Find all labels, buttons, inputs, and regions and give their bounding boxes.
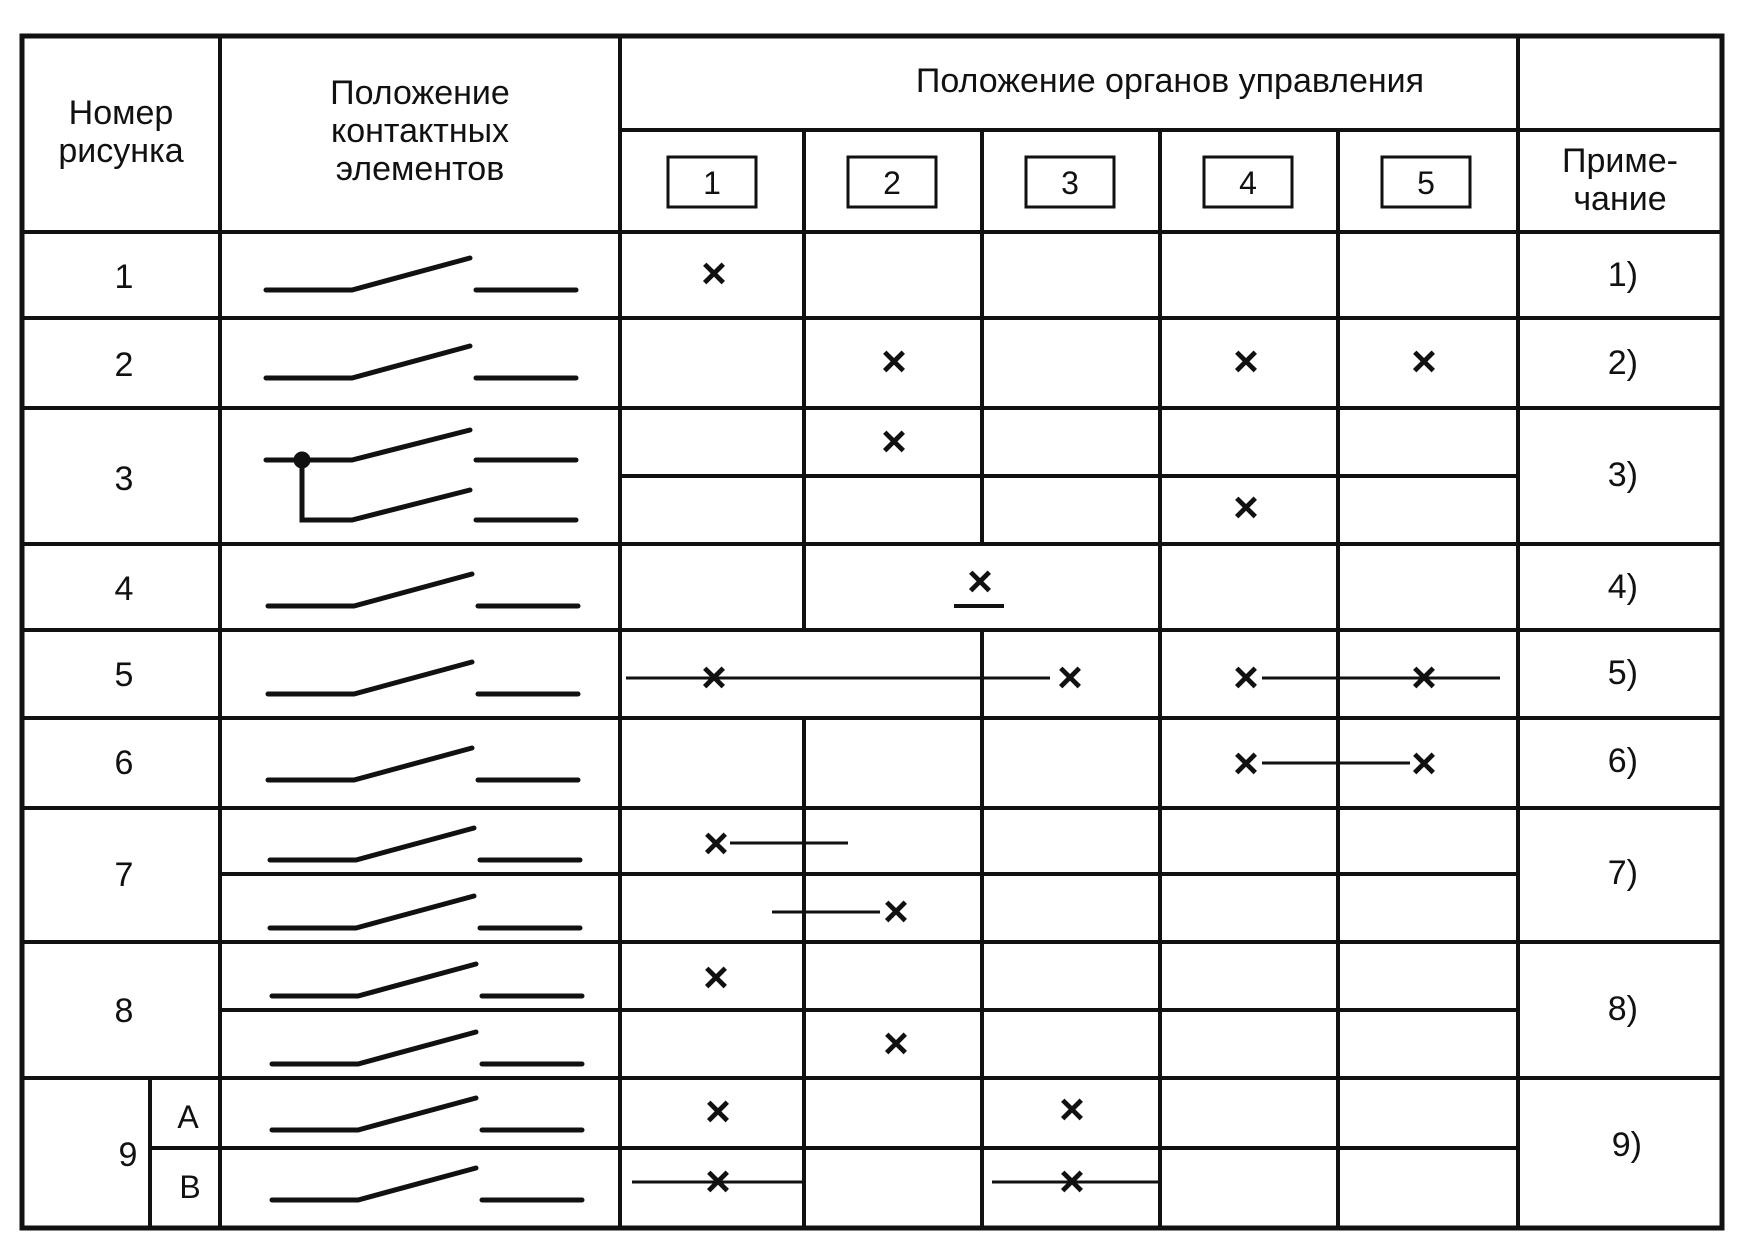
header-figure-number <box>58 94 183 170</box>
mark-r6-c5: × <box>1411 739 1437 788</box>
mark-r8a-c1: × <box>703 953 729 1002</box>
header-contact-position-line3: элементов <box>335 150 505 188</box>
mark-r8b-c2: × <box>883 1019 909 1068</box>
mark-r5-c3: × <box>1057 653 1083 702</box>
header-figure-number-line1: Номер <box>68 94 174 132</box>
row-9-subrow-a: A <box>177 1099 199 1135</box>
header-figure-number-line2: рисунка <box>58 132 184 170</box>
row-number-8: 8 <box>114 992 134 1030</box>
row-note-6: 6) <box>1607 742 1638 780</box>
row-number-6: 6 <box>114 744 134 782</box>
mark-r2-c5: × <box>1411 337 1437 386</box>
header-note-line2: чание <box>1573 180 1667 218</box>
control-label-2: 2 <box>883 165 901 201</box>
row-note-4: 4) <box>1607 568 1638 606</box>
row-number-5: 5 <box>114 656 134 694</box>
row-number-3: 3 <box>114 460 134 498</box>
mark-r6-c4: × <box>1233 739 1259 788</box>
mark-r3a-c2: × <box>881 417 907 466</box>
row-number-7: 7 <box>114 856 134 894</box>
row-note-9: 9) <box>1611 1126 1642 1164</box>
row-number-9: 9 <box>118 1136 138 1174</box>
mark-r5-c1: × <box>701 653 727 702</box>
mark-r5-c4: × <box>1233 653 1259 702</box>
control-label-4: 4 <box>1239 165 1257 201</box>
row-note-1: 1) <box>1607 256 1638 294</box>
mark-r7b-c2: × <box>883 887 909 936</box>
header-contact-position <box>330 74 510 188</box>
row-note-3: 3) <box>1607 456 1638 494</box>
mark-r5-c5: × <box>1411 653 1437 702</box>
mark-r2-c2: × <box>881 337 907 386</box>
mark-r9a-c1: × <box>705 1087 731 1136</box>
mark-r9a-c3: × <box>1059 1085 1085 1134</box>
row-number-4: 4 <box>114 570 134 608</box>
control-label-1: 1 <box>703 165 721 201</box>
row-note-7: 7) <box>1607 854 1638 892</box>
mark-r9b-c3: × <box>1059 1157 1085 1206</box>
header-note-line1: Приме- <box>1562 142 1678 180</box>
header-contact-position-line1: Положение <box>330 74 510 112</box>
control-label-3: 3 <box>1061 165 1079 201</box>
row-9-subrow-b: B <box>179 1169 201 1205</box>
control-label-5: 5 <box>1417 165 1435 201</box>
row-number-2: 2 <box>114 346 134 384</box>
mark-r7a-c1: × <box>703 819 729 868</box>
mark-r9b-c1: × <box>705 1157 731 1206</box>
mark-r1-c1: × <box>701 249 727 298</box>
row-note-8: 8) <box>1607 990 1638 1028</box>
mark-r4-c2-3: × <box>967 557 993 606</box>
header-contact-position-line2: контактных <box>330 112 510 150</box>
mark-r3b-c4: × <box>1233 483 1259 532</box>
row-note-5: 5) <box>1607 654 1638 692</box>
header-note <box>1562 142 1678 218</box>
row-number-1: 1 <box>114 258 134 296</box>
row-note-2: 2) <box>1607 344 1638 382</box>
mark-r2-c4: × <box>1233 337 1259 386</box>
header-controls-position: Положение органов управления <box>915 62 1425 100</box>
